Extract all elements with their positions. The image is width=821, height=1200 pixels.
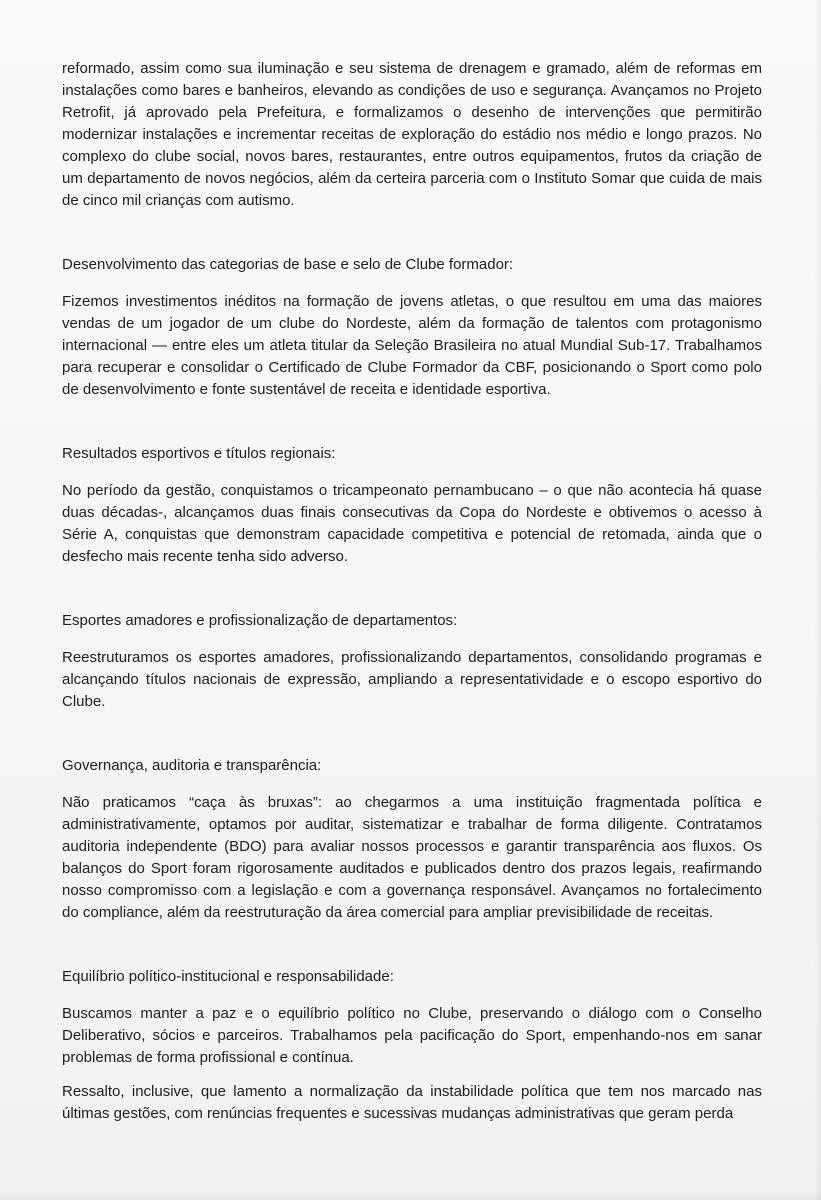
- section-heading-amateur-sports: Esportes amadores e profissionalização de departamentos:: [62, 612, 458, 629]
- section-heading-base-categories: Desenvolvimento das categorias de base e selo de Clube formador:: [62, 256, 514, 273]
- section-paragraph-amateur-sports: Reestruturamos os esportes amadores, profissionalizando departamentos, consolidando programas e alcançando títulos nacionais de expressão, ampliando a representatividade e o escopo esportivo do Clube.: [62, 649, 762, 710]
- section-paragraph-political-balance-2: Ressalto, inclusive, que lamento a normalização da instabilidade política que tem nos marcado nas últimas gestões, com renúncias frequentes e sucessivas mudanças administrativas que geram perda: [62, 1083, 762, 1122]
- intro-paragraph: reformado, assim como sua iluminação e seu sistema de drenagem e gramado, além de reformas em instalações como bares e banheiros, elevando as condições de uso e segurança. Avançamos no Projeto Retrofit, já aprovado pela Prefeitura, e formalizamos o desenho de intervenções que permitirão modernizar instalações e incrementar receitas de exploração do estádio nos médio e longo prazos. No complexo do clube social, novos bares, restaurantes, entre outros equipamentos, frutos da criação de um departamento de novos negócios, além da certeira parceria com o Instituto Somar que cuida de mais de cinco mil crianças com autismo.: [62, 60, 762, 209]
- section-paragraph-political-balance-1: Buscamos manter a paz e o equilíbrio político no Clube, preservando o diálogo com o Conselho Deliberativo, sócios e parceiros. Trabalhamos pela pacificação do Sport, empenhando-nos em sanar problemas de forma profissional e contínua.: [62, 1005, 762, 1066]
- section-paragraph-governance: Não praticamos “caça às bruxas”: ao chegarmos a uma instituição fragmentada política e administrativamente, optamos por auditar, sistematizar e trabalhar de forma diligente. Contratamos auditoria independente (BDO) para avaliar nossos processos e garantir transparência aos fluxos. Os balanços do Sport foram rigorosamente auditados e publicados dentro dos prazos legais, reafirmando nosso compromisso com a legislação e com a governança responsável. Avançamos no fortalecimento do compliance, além da reestruturação da área comercial para ampliar previsibilidade de receitas.: [62, 794, 762, 921]
- section-heading-political-balance: Equilíbrio político-institucional e responsabilidade:: [62, 968, 394, 985]
- section-heading-governance: Governança, auditoria e transparência:: [62, 757, 322, 774]
- section-heading-sports-results: Resultados esportivos e títulos regionais:: [62, 445, 336, 462]
- page-bottom-edge: [0, 1190, 821, 1200]
- document-body: [62, 58, 762, 1125]
- page-edge-shadow: [815, 0, 821, 1200]
- section-paragraph-base-categories: Fizemos investimentos inéditos na formação de jovens atletas, o que resultou em uma das maiores vendas de um jogador de um clube do Nordeste, além da formação de talentos com protagonismo internacional — entre eles um atleta titular da Seleção Brasileira no atual Mundial Sub-17. Trabalhamos para recuperar e consolidar o Certificado de Clube Formador da CBF, posicionando o Sport como polo de desenvolvimento e fonte sustentável de receita e identidade esportiva.: [62, 293, 762, 398]
- section-paragraph-sports-results: No período da gestão, conquistamos o tricampeonato pernambucano – o que não acontecia há quase duas décadas-, alcançamos duas finais consecutivas da Copa do Nordeste e obtivemos o acesso à Série A, conquistas que demonstram capacidade competitiva e potencial de retomada, ainda que o desfecho mais recente tenha sido adverso.: [62, 482, 762, 565]
